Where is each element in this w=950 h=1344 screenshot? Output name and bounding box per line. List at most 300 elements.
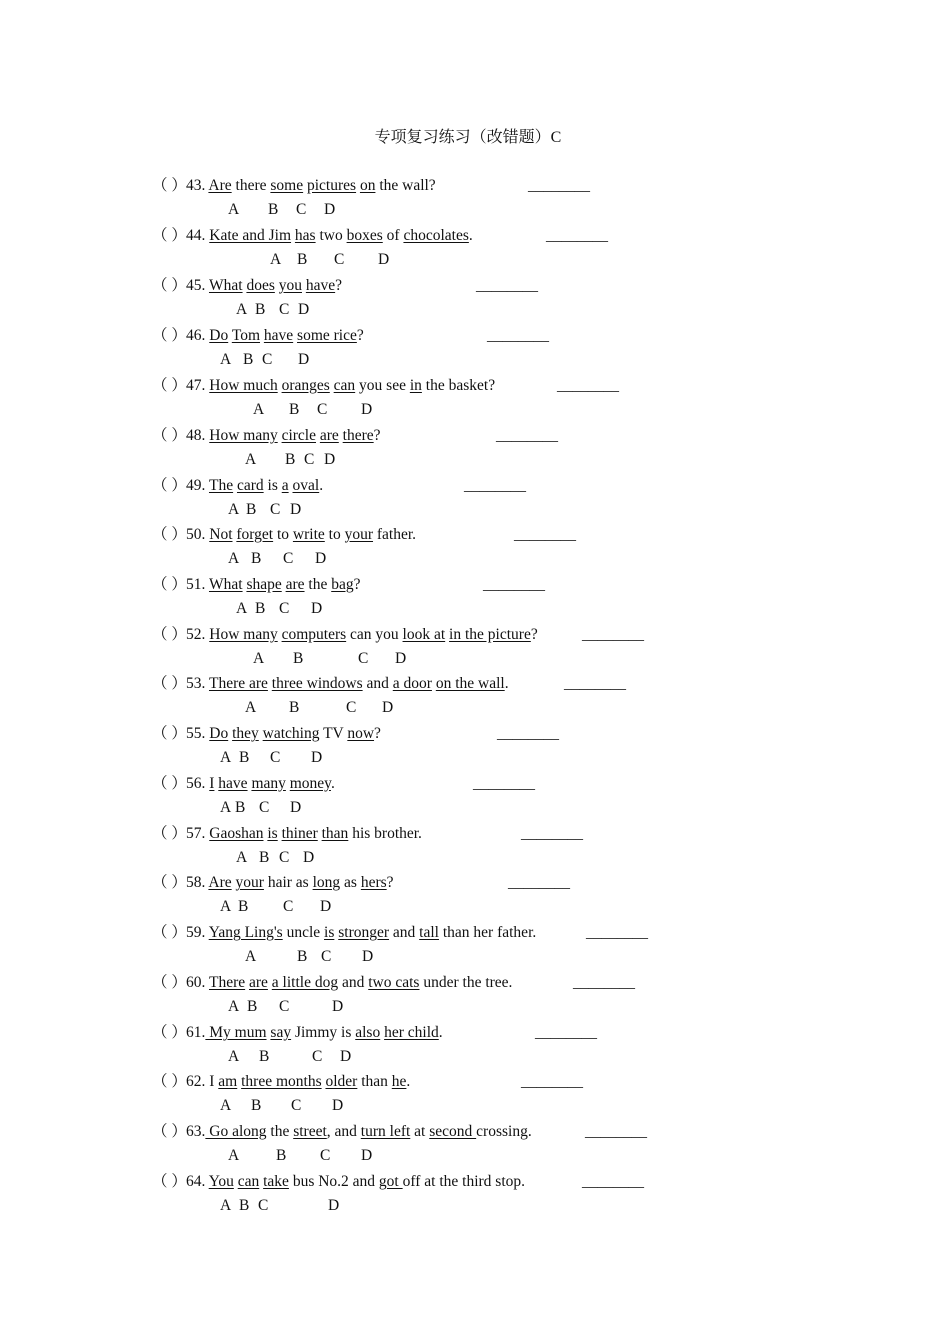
question-fragment: 46. — [186, 327, 210, 344]
question-fragment: ? — [374, 725, 381, 742]
option-letter: C — [262, 351, 273, 368]
underlined-option: in — [409, 377, 422, 394]
option-letter: A — [228, 501, 240, 518]
underlined-option: than — [321, 825, 349, 842]
underlined-option: I — [209, 775, 215, 792]
underlined-option: can — [237, 1173, 260, 1190]
option-letter: B — [297, 948, 308, 965]
underlined-option: bag — [331, 576, 354, 593]
option-letter: D — [340, 1048, 352, 1065]
option-letters — [0, 798, 950, 818]
question-fragment: ? — [353, 576, 361, 593]
underlined-option: take — [263, 1173, 289, 1190]
answer-bracket: （ ） — [152, 327, 187, 344]
option-letter: C — [259, 799, 270, 816]
underlined-option: am — [218, 1073, 238, 1090]
answer-bracket: （ ） — [152, 277, 187, 294]
option-letter: A — [245, 699, 257, 716]
underlined-option: What — [208, 576, 243, 593]
question-text — [186, 325, 364, 347]
underlined-option: Do — [209, 327, 229, 344]
question-fragment: and — [362, 675, 393, 692]
underlined-option: write — [292, 526, 325, 543]
option-letter: B — [239, 1197, 250, 1214]
question-fragment: . — [438, 1024, 443, 1041]
answer-bracket: （ ） — [152, 526, 187, 543]
question-text — [186, 225, 473, 247]
option-letter: B — [285, 451, 296, 468]
option-letter: A — [220, 799, 232, 816]
question-fragment: than her father. — [438, 924, 537, 941]
question-fragment: crossing. — [476, 1123, 532, 1140]
question-row — [0, 1171, 950, 1193]
correction-blank[interactable]: ________ — [476, 277, 538, 294]
option-letter: B — [239, 749, 250, 766]
underlined-option: forget — [236, 526, 274, 543]
underlined-option: hers — [360, 874, 387, 891]
option-letter: C — [279, 849, 290, 866]
option-letter: C — [279, 301, 290, 318]
option-letters — [0, 748, 950, 768]
question-fragment: 43. — [186, 177, 209, 194]
question-text — [186, 425, 381, 447]
question-fragment: 50. — [186, 526, 210, 543]
question-fragment: . — [504, 675, 509, 692]
correction-blank[interactable]: ________ — [496, 427, 558, 444]
question-row — [0, 275, 950, 297]
underlined-option: You — [208, 1173, 234, 1190]
question-text — [186, 922, 536, 944]
option-letter: D — [382, 699, 394, 716]
option-letter: D — [361, 1147, 373, 1164]
question-text — [186, 524, 416, 546]
answer-bracket: （ ） — [152, 1173, 187, 1190]
underlined-option: Are — [208, 874, 232, 891]
correction-blank[interactable]: ________ — [514, 526, 576, 543]
underlined-option: some rice — [297, 327, 357, 344]
option-letter: B — [251, 550, 262, 567]
underlined-option: card — [236, 477, 264, 494]
option-letters — [0, 450, 950, 470]
underlined-option: How much — [209, 377, 278, 394]
answer-bracket: （ ） — [152, 576, 187, 593]
question-row — [0, 574, 950, 596]
question-fragment: there — [231, 177, 271, 194]
correction-blank[interactable]: ________ — [473, 775, 535, 792]
question-fragment: . — [319, 477, 324, 494]
question-row — [0, 175, 950, 197]
correction-blank[interactable]: ________ — [582, 626, 644, 643]
correction-blank[interactable]: ________ — [546, 227, 608, 244]
question-text — [186, 574, 361, 596]
option-letter: D — [298, 351, 310, 368]
underlined-option: pictures — [306, 177, 357, 194]
question-fragment: 57. — [186, 825, 210, 842]
option-letter: C — [334, 251, 345, 268]
option-letter: D — [320, 898, 332, 915]
question-fragment: 52. — [186, 626, 210, 643]
question-text — [186, 673, 509, 695]
option-letter: C — [346, 699, 357, 716]
question-row — [0, 673, 950, 695]
underlined-option: also — [355, 1024, 381, 1041]
option-letter: D — [324, 451, 336, 468]
question-row — [0, 872, 950, 894]
option-letter: A — [245, 948, 257, 965]
question-row — [0, 723, 950, 745]
answer-bracket: （ ） — [152, 825, 187, 842]
underlined-option: two cats — [368, 974, 420, 991]
question-row — [0, 624, 950, 646]
option-letter: C — [321, 948, 332, 965]
option-letter: A — [236, 849, 248, 866]
underlined-option: second — [429, 1123, 477, 1140]
option-letter: A — [220, 1097, 232, 1114]
question-row — [0, 325, 950, 347]
underlined-option: computers — [281, 626, 347, 643]
option-letters — [0, 897, 950, 917]
correction-blank[interactable]: ________ — [528, 177, 590, 194]
question-text — [186, 1121, 532, 1143]
underlined-option: How many — [209, 626, 278, 643]
option-letters — [0, 947, 950, 967]
underlined-option: What — [208, 277, 243, 294]
option-letter: D — [378, 251, 390, 268]
question-fragment: hair as — [263, 874, 313, 891]
option-letter: B — [251, 1097, 262, 1114]
option-letter: B — [259, 849, 270, 866]
option-letter: D — [332, 1097, 344, 1114]
correction-blank[interactable]: ________ — [573, 974, 635, 991]
option-letters — [0, 1047, 950, 1067]
question-fragment: . — [468, 227, 473, 244]
question-fragment: 51. — [186, 576, 209, 593]
option-letter: D — [303, 849, 315, 866]
question-row — [0, 375, 950, 397]
correction-blank[interactable]: ________ — [535, 1024, 597, 1041]
underlined-option: a little dog — [271, 974, 339, 991]
option-letter: D — [332, 998, 344, 1015]
question-row — [0, 972, 950, 994]
answer-bracket: （ ） — [152, 1123, 187, 1140]
question-row — [0, 1121, 950, 1143]
option-letter: C — [312, 1048, 323, 1065]
option-letter: C — [258, 1197, 269, 1214]
option-letter: C — [304, 451, 315, 468]
option-letter: D — [395, 650, 407, 667]
question-text — [186, 475, 323, 497]
underlined-option: money — [289, 775, 331, 792]
option-letter: D — [311, 600, 323, 617]
underlined-option: got — [378, 1173, 403, 1190]
underlined-option: Gaoshan — [209, 825, 264, 842]
option-letter: C — [358, 650, 369, 667]
underlined-option: watching — [262, 725, 320, 742]
option-letter: B — [293, 650, 304, 667]
underlined-option: are — [249, 974, 268, 991]
option-letter: D — [324, 201, 336, 218]
question-fragment: the — [266, 1123, 294, 1140]
option-letters — [0, 649, 950, 669]
option-letters — [0, 698, 950, 718]
question-fragment: as — [340, 874, 361, 891]
correction-blank[interactable]: ________ — [521, 825, 583, 842]
option-letters — [0, 848, 950, 868]
answer-bracket: （ ） — [152, 427, 187, 444]
underlined-option: say — [270, 1024, 292, 1041]
underlined-option: you — [278, 277, 302, 294]
underlined-option: The — [208, 477, 234, 494]
question-text — [186, 773, 335, 795]
option-letters — [0, 250, 950, 270]
underlined-option: street — [293, 1123, 327, 1140]
underlined-option: older — [325, 1073, 358, 1090]
underlined-option: Go along — [205, 1123, 267, 1140]
underlined-option: your — [235, 874, 264, 891]
question-fragment: TV — [319, 725, 348, 742]
underlined-option: does — [246, 277, 275, 294]
correction-blank[interactable]: ________ — [483, 576, 545, 593]
option-letters — [0, 500, 950, 520]
question-fragment: ? — [356, 327, 364, 344]
question-fragment: and — [338, 974, 369, 991]
underlined-option: a — [281, 477, 289, 494]
question-text — [186, 375, 495, 397]
underlined-option: is — [324, 924, 335, 941]
underlined-option: have — [305, 277, 336, 294]
question-fragment: , and — [326, 1123, 361, 1140]
option-letters — [0, 200, 950, 220]
question-fragment: 56. — [186, 775, 210, 792]
question-fragment: 48. — [186, 427, 210, 444]
underlined-option: have — [218, 775, 248, 792]
option-letter: A — [220, 749, 232, 766]
underlined-option: My mum — [205, 1024, 267, 1041]
underlined-option: have — [263, 327, 294, 344]
option-letter: C — [270, 501, 281, 518]
underlined-option: are — [319, 427, 339, 444]
underlined-option: There — [208, 974, 246, 991]
answer-bracket: （ ） — [152, 1073, 187, 1090]
underlined-option: long — [312, 874, 341, 891]
question-fragment: . — [330, 775, 335, 792]
question-text — [186, 1071, 410, 1093]
answer-bracket: （ ） — [152, 725, 187, 742]
underlined-option: chocolates — [403, 227, 469, 244]
underlined-option: Yang Ling's — [208, 924, 283, 941]
question-fragment: 44. — [186, 227, 210, 244]
option-letter: C — [283, 898, 294, 915]
option-letter: D — [328, 1197, 340, 1214]
question-fragment: is — [263, 477, 282, 494]
correction-blank[interactable]: ________ — [508, 874, 570, 891]
underlined-option: Not — [209, 526, 233, 543]
question-text — [186, 1022, 443, 1044]
question-fragment: to — [273, 526, 293, 543]
option-letters — [0, 350, 950, 370]
question-fragment: 45. — [186, 277, 209, 294]
underlined-option: How many — [209, 427, 278, 444]
question-fragment: 62. I — [186, 1073, 219, 1090]
question-text — [186, 972, 512, 994]
underlined-option: stronger — [338, 924, 390, 941]
option-letters — [0, 400, 950, 420]
option-letter: A — [236, 301, 248, 318]
option-letter: D — [290, 799, 302, 816]
question-fragment: of — [382, 227, 404, 244]
option-letters — [0, 1146, 950, 1166]
answer-bracket: （ ） — [152, 775, 187, 792]
underlined-option: thiner — [281, 825, 318, 842]
underlined-option: circle — [281, 427, 316, 444]
answer-bracket: （ ） — [152, 924, 187, 941]
question-fragment: Jimmy is — [291, 1024, 356, 1041]
option-letter: B — [238, 898, 249, 915]
correction-blank[interactable]: ________ — [521, 1073, 583, 1090]
question-fragment: 64. — [186, 1173, 209, 1190]
option-letter: B — [255, 301, 266, 318]
option-letter: C — [283, 550, 294, 567]
correction-blank[interactable]: ________ — [497, 725, 559, 742]
question-fragment: off at the third stop. — [402, 1173, 526, 1190]
underlined-option: oranges — [281, 377, 330, 394]
answer-bracket: （ ） — [152, 477, 187, 494]
question-fragment: 63. — [186, 1123, 206, 1140]
option-letter: C — [317, 401, 328, 418]
option-letter: B — [289, 699, 300, 716]
option-letters — [0, 997, 950, 1017]
answer-bracket: （ ） — [152, 227, 187, 244]
option-letters — [0, 1096, 950, 1116]
question-row — [0, 773, 950, 795]
question-fragment: 61. — [186, 1024, 206, 1041]
question-fragment: 60. — [186, 974, 209, 991]
option-letter: D — [361, 401, 373, 418]
option-letter: A — [228, 550, 240, 567]
answer-bracket: （ ） — [152, 675, 187, 692]
option-letter: B — [247, 998, 258, 1015]
option-letter: A — [228, 1048, 240, 1065]
underlined-option: are — [285, 576, 305, 593]
question-text — [186, 1171, 525, 1193]
underlined-option: her child — [384, 1024, 439, 1041]
option-letter: B — [246, 501, 257, 518]
question-fragment: 47. — [186, 377, 210, 394]
question-row — [0, 524, 950, 546]
option-letters — [0, 1196, 950, 1216]
question-row — [0, 1022, 950, 1044]
underlined-option: turn left — [360, 1123, 411, 1140]
option-letters — [0, 599, 950, 619]
correction-blank[interactable]: ________ — [586, 924, 648, 941]
question-fragment: . — [406, 1073, 411, 1090]
underlined-option: boxes — [346, 227, 383, 244]
answer-bracket: （ ） — [152, 177, 187, 194]
underlined-option: Are — [208, 177, 232, 194]
option-letter: A — [253, 401, 265, 418]
option-letter: A — [220, 1197, 232, 1214]
correction-blank[interactable]: ________ — [464, 477, 526, 494]
option-letter: C — [320, 1147, 331, 1164]
underlined-option: There are — [208, 675, 268, 692]
question-fragment: than — [357, 1073, 392, 1090]
question-fragment: the wall? — [375, 177, 436, 194]
correction-blank[interactable]: ________ — [487, 327, 549, 344]
option-letter: B — [255, 600, 266, 617]
underlined-option: in the picture — [449, 626, 531, 643]
underlined-option: there — [342, 427, 374, 444]
option-letter: D — [315, 550, 327, 567]
answer-bracket: （ ） — [152, 974, 187, 991]
question-text — [186, 175, 436, 197]
correction-blank[interactable]: ________ — [557, 377, 619, 394]
page-title: 专项复习练习（改错题）C — [374, 129, 562, 146]
question-row — [0, 1071, 950, 1093]
option-letter: D — [311, 749, 323, 766]
underlined-option: oval — [292, 477, 320, 494]
option-letter: A — [228, 1147, 240, 1164]
option-letter: B — [243, 351, 254, 368]
answer-bracket: （ ） — [152, 874, 187, 891]
answer-bracket: （ ） — [152, 626, 187, 643]
question-fragment: can you — [346, 626, 403, 643]
option-letter: A — [236, 600, 248, 617]
underlined-option: is — [267, 825, 278, 842]
option-letter: C — [279, 998, 290, 1015]
option-letter: B — [297, 251, 308, 268]
underlined-option: Tom — [231, 327, 261, 344]
question-fragment: 58. — [186, 874, 209, 891]
option-letter: D — [362, 948, 374, 965]
question-fragment: to — [324, 526, 345, 543]
option-letter: C — [279, 600, 290, 617]
question-fragment: you see — [355, 377, 410, 394]
question-fragment: 55. — [186, 725, 210, 742]
answer-bracket: （ ） — [152, 377, 187, 394]
underlined-option: Kate and Jim — [209, 227, 292, 244]
correction-blank[interactable]: ________ — [582, 1173, 644, 1190]
question-row — [0, 425, 950, 447]
question-row — [0, 225, 950, 247]
question-text — [186, 723, 381, 745]
question-fragment: 49. — [186, 477, 209, 494]
question-fragment: ? — [373, 427, 381, 444]
question-fragment: his brother. — [348, 825, 422, 842]
option-letter: C — [270, 749, 281, 766]
underlined-option: he — [391, 1073, 407, 1090]
underlined-option: now — [347, 725, 375, 742]
question-row — [0, 922, 950, 944]
underlined-option: many — [251, 775, 286, 792]
underlined-option: they — [232, 725, 259, 742]
option-letter: B — [289, 401, 300, 418]
underlined-option: on the wall — [435, 675, 505, 692]
option-letters — [0, 300, 950, 320]
option-letter: A — [245, 451, 257, 468]
correction-blank[interactable]: ________ — [564, 675, 626, 692]
question-fragment: the — [304, 576, 332, 593]
underlined-option: can — [333, 377, 356, 394]
option-letter: A — [253, 650, 265, 667]
underlined-option: three windows — [271, 675, 363, 692]
option-letter: A — [220, 351, 232, 368]
option-letter: B — [276, 1147, 287, 1164]
correction-blank[interactable]: ________ — [585, 1123, 647, 1140]
underlined-option: a door — [392, 675, 432, 692]
question-fragment: uncle — [282, 924, 325, 941]
option-letter: A — [220, 898, 232, 915]
option-letter: C — [296, 201, 307, 218]
